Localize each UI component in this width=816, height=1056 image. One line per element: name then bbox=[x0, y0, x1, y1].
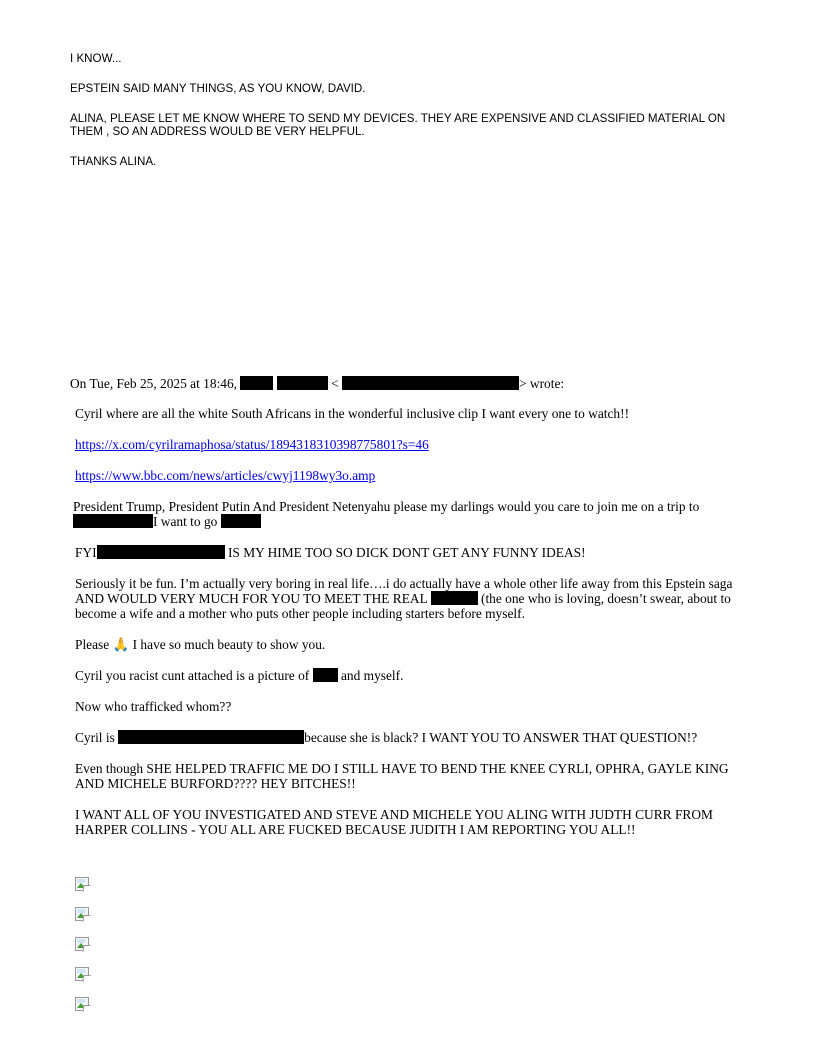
broken-image-icon[interactable] bbox=[74, 966, 90, 982]
quoted-paragraph: Cyril where are all the white South Africans in the wonderful inclusive clip I want every one to watch!! bbox=[75, 406, 630, 421]
broken-image-icon[interactable] bbox=[74, 936, 90, 952]
redaction-bar bbox=[313, 668, 338, 682]
redaction-bar bbox=[119, 545, 225, 559]
redaction-bar bbox=[73, 514, 153, 528]
paragraph-text: because she is black? I WANT YOU TO ANSWER THAT QUESTION!? bbox=[304, 730, 698, 745]
paragraph-text: Seriously it be fun. I’m actually very boring in real life….i do actually have a whole other life away from this Epstein saga AND WOULD VERY MUCH FOR YOU TO MEET THE REAL bbox=[75, 576, 733, 606]
paragraph-text: President Trump, President Putin And President Netenyahu please my darlings would you care to join me on a trip to bbox=[73, 499, 700, 514]
folded-hands-icon: 🙏 bbox=[112, 637, 130, 652]
paragraph-text: Cyril you racist cunt attached is a picture of bbox=[75, 668, 310, 683]
broken-image-icon[interactable] bbox=[74, 876, 90, 892]
quoted-paragraph bbox=[75, 576, 745, 621]
redaction-bar bbox=[141, 730, 304, 744]
reply-line-4: THANKS ALINA. bbox=[70, 155, 157, 168]
quoted-message bbox=[75, 406, 745, 853]
quoted-paragraph bbox=[75, 468, 745, 483]
quoted-paragraph bbox=[73, 499, 745, 529]
paragraph-text: (the one who is loving, doesn’t swear, about to become a wife and a mother who puts other people including starters before myself. bbox=[75, 591, 731, 621]
reply-line-2: EPSTEIN SAID MANY THINGS, AS YOU KNOW, DAVID. bbox=[70, 82, 366, 95]
link-x-status[interactable]: https://x.com/cyrilramaphosa/status/1894318310398775801?s=46 bbox=[75, 437, 429, 452]
quoted-paragraph: Even though SHE HELPED TRAFFIC ME DO I STILL HAVE TO BEND THE KNEE CYRLI, OPHRA, GAYLE KING AND MICHELE BURFORD???? HEY BITCHES!! bbox=[75, 761, 729, 791]
reply-line-1: I KNOW... bbox=[70, 52, 122, 65]
attribution-suffix: > wrote: bbox=[519, 376, 565, 391]
quoted-paragraph: Now who trafficked whom?? bbox=[75, 699, 232, 714]
attachment-list bbox=[74, 876, 90, 1026]
paragraph-text: I want to go bbox=[153, 514, 218, 529]
link-bbc-article[interactable]: https://www.bbc.com/news/articles/cwyj1198wy3o.amp bbox=[75, 468, 376, 483]
redaction-bar bbox=[431, 591, 478, 605]
quoted-paragraph: I WANT ALL OF YOU INVESTIGATED AND STEVE AND MICHELE YOU ALING WITH JUDTH CURR FROM HARPER COLLINS - YOU ALL ARE FUCKED BECAUSE JUDITH I AM REPORTING YOU ALL!! bbox=[75, 807, 713, 837]
paragraph-text: Cyril is bbox=[75, 730, 115, 745]
redaction-bar bbox=[240, 376, 273, 390]
reply-line-3: ALINA, PLEASE LET ME KNOW WHERE TO SEND MY DEVICES. THEY ARE EXPENSIVE AND CLASSIFIED MATERIAL ON THEM , SO AN ADDRESS WOULD BE VERY HELPFUL. bbox=[70, 112, 726, 138]
reply-body bbox=[70, 52, 750, 185]
attribution-lt: < bbox=[331, 376, 339, 391]
paragraph-text: FYI bbox=[75, 545, 97, 560]
redaction-bar bbox=[342, 376, 519, 390]
redaction-bar bbox=[118, 730, 143, 744]
quoted-paragraph bbox=[75, 545, 745, 560]
attribution-prefix: On Tue, Feb 25, 2025 at 18:46, bbox=[70, 376, 238, 391]
quote-attribution bbox=[70, 376, 564, 391]
redaction-bar bbox=[221, 514, 261, 528]
quoted-paragraph bbox=[75, 437, 745, 452]
quoted-paragraph bbox=[75, 730, 745, 745]
paragraph-text: and myself. bbox=[340, 668, 404, 683]
redaction-bar bbox=[277, 376, 328, 390]
broken-image-icon[interactable] bbox=[74, 906, 90, 922]
paragraph-text: IS MY HIME TOO SO DICK DONT GET ANY FUNNY IDEAS! bbox=[227, 545, 586, 560]
quoted-paragraph bbox=[75, 637, 745, 652]
paragraph-text: I have so much beauty to show you. bbox=[132, 637, 326, 652]
quoted-paragraph bbox=[75, 668, 745, 683]
paragraph-text: Please bbox=[75, 637, 110, 652]
broken-image-icon[interactable] bbox=[74, 996, 90, 1012]
redaction-bar bbox=[97, 545, 121, 559]
